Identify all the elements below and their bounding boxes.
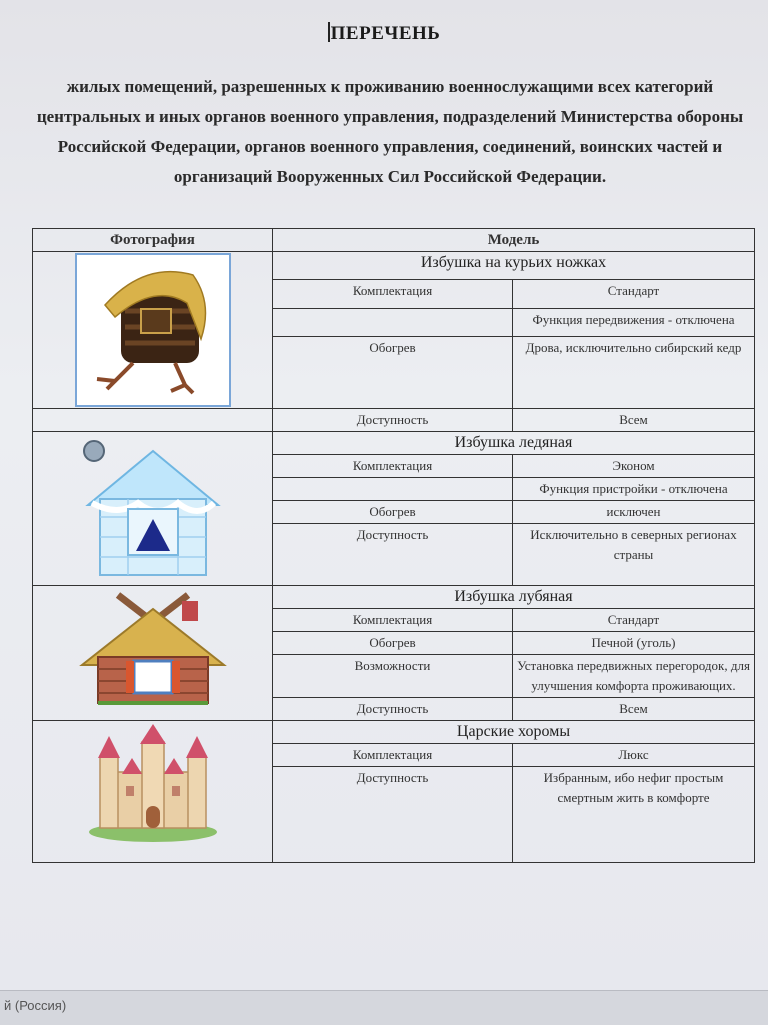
ice-hut-image [78, 433, 228, 583]
text-cursor [328, 22, 330, 42]
hut-on-chicken-legs-image [75, 253, 231, 407]
prop-label [273, 308, 513, 336]
table-row [33, 432, 755, 455]
prop-label: Комплектация [273, 744, 513, 767]
prop-value: Всем [513, 409, 755, 432]
prop-label [273, 478, 513, 501]
prop-value: исключен [513, 501, 755, 524]
prop-value: Стандарт [513, 609, 755, 632]
photo-cell [33, 432, 273, 586]
model-name: Избушка ледяная [273, 432, 755, 455]
prop-value: Функция пристройки - отключена [513, 478, 755, 501]
model-name: Избушка лубяная [273, 586, 755, 609]
header-photo: Фотография [33, 229, 273, 252]
prop-label: Доступность [273, 767, 513, 863]
prop-label: Обогрев [273, 501, 513, 524]
prop-value: Всем [513, 698, 755, 721]
prop-value: Люкс [513, 744, 755, 767]
prop-label: Комплектация [273, 455, 513, 478]
prop-value: Печной (уголь) [513, 632, 755, 655]
prop-label: Возможности [273, 655, 513, 698]
table-header-row [33, 229, 755, 252]
empty-photo-cell [33, 409, 273, 432]
table-row [33, 586, 755, 609]
prop-label: Комплектация [273, 609, 513, 632]
model-name: Избушка на курьих ножках [273, 252, 755, 280]
royal-palace-image [86, 722, 220, 842]
document-title [0, 22, 768, 45]
photo-cell [33, 252, 273, 409]
prop-value: Избранным, ибо нефиг простым смертным жить в комфорте [513, 767, 755, 863]
status-bar [0, 990, 768, 1025]
prop-label: Доступность [273, 409, 513, 432]
prop-value: Стандарт [513, 280, 755, 308]
language-indicator[interactable]: й (Россия) [4, 998, 67, 1013]
table-row [33, 252, 755, 280]
title-text: ПЕРЕЧЕНЬ [330, 23, 441, 44]
document-intro: жилых помещений, разрешенных к проживанию военнослужащими всех категорий центральных и иных органов военного управления, подразделений Министерства обороны Российской Федерации, органов военного управления, соединений, воинских частей и организаций Вооруженных Сил Российской Федерации. [36, 77, 744, 186]
table-row [33, 409, 755, 432]
model-name: Царские хоромы [273, 721, 755, 744]
housing-table [32, 228, 755, 863]
prop-label: Доступность [273, 524, 513, 586]
photo-cell [33, 721, 273, 863]
prop-value: Функция передвижения - отключена [513, 308, 755, 336]
prop-value: Установка передвижных перегородок, для улучшения комфорта проживающих. [513, 655, 755, 698]
prop-value: Исключительно в северных регионах страны [513, 524, 755, 586]
table-row [33, 721, 755, 744]
photo-cell [33, 586, 273, 721]
prop-label: Доступность [273, 698, 513, 721]
prop-value: Эконом [513, 455, 755, 478]
prop-label: Обогрев [273, 632, 513, 655]
header-model: Модель [273, 229, 755, 252]
bast-hut-image [78, 587, 228, 707]
prop-label: Обогрев [273, 337, 513, 409]
prop-label: Комплектация [273, 280, 513, 308]
prop-value: Дрова, исключительно сибирский кедр [513, 337, 755, 409]
